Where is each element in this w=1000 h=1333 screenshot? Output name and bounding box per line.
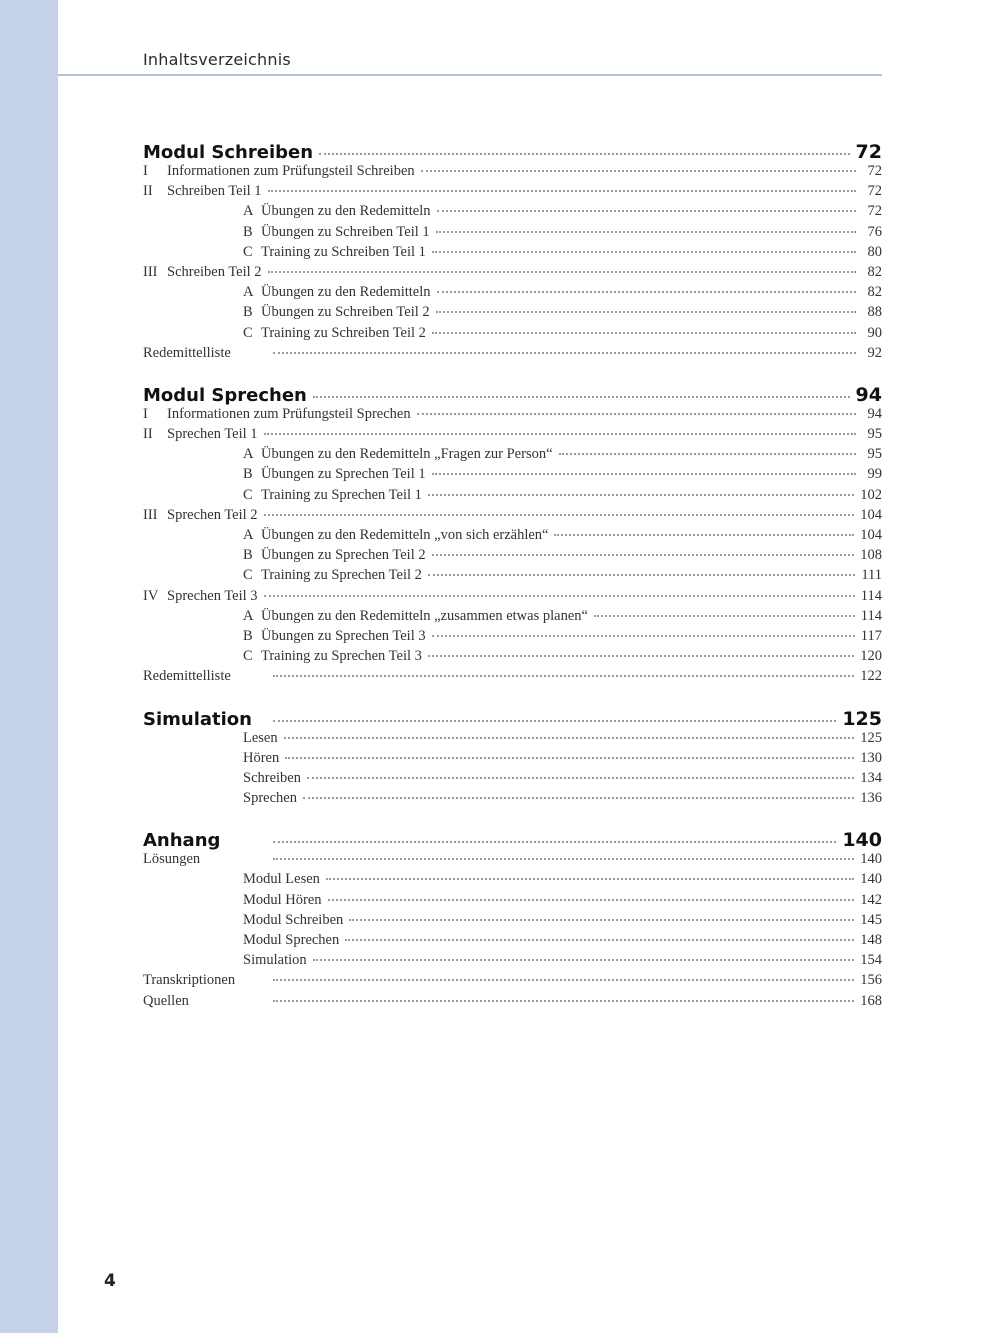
- dot-leader: [273, 1000, 854, 1002]
- toc-entry-page: 122: [860, 668, 882, 685]
- dot-leader: [421, 170, 856, 172]
- toc-subentry-letter: A: [243, 607, 254, 624]
- dot-leader: [273, 841, 836, 843]
- toc-subentry-page: 130: [860, 749, 882, 766]
- toc-entry[interactable]: [143, 851, 882, 871]
- toc-subentry[interactable]: [143, 203, 882, 223]
- toc-subentry[interactable]: [143, 446, 882, 466]
- toc-section-schreiben: [143, 141, 882, 365]
- toc-subentry-page: 111: [861, 567, 882, 584]
- dot-leader: [268, 271, 856, 273]
- toc-subentry[interactable]: [143, 892, 882, 912]
- toc-heading-page: 140: [842, 829, 882, 852]
- toc-entry-numeral: II: [143, 183, 153, 200]
- dot-leader: [432, 251, 856, 253]
- dot-leader: [428, 494, 854, 496]
- toc-subentry-label: Übungen zu den Redemitteln: [261, 203, 431, 220]
- toc-subentry[interactable]: [143, 952, 882, 972]
- toc-subentry-page: 145: [860, 911, 882, 928]
- toc-subentry-letter: B: [243, 627, 253, 644]
- toc-entry-label: Sprechen Teil 1: [167, 426, 258, 443]
- toc-section-simulation: [143, 708, 882, 811]
- dot-leader: [428, 574, 855, 576]
- toc-subentry-page: 95: [867, 446, 882, 463]
- toc-entry[interactable]: [143, 507, 882, 527]
- toc-subentry-label: Training zu Schreiben Teil 2: [261, 324, 426, 341]
- toc-subentry[interactable]: [143, 912, 882, 932]
- toc-subentry[interactable]: [143, 932, 882, 952]
- toc-subentry-page: 90: [867, 324, 882, 341]
- toc-heading-label: Modul Sprechen: [143, 384, 307, 406]
- toc-subentry[interactable]: [143, 871, 882, 891]
- toc-entry-label: Transkriptionen: [143, 972, 236, 989]
- dot-leader: [284, 737, 855, 739]
- dot-leader: [436, 231, 856, 233]
- toc-entry-page: 156: [860, 972, 882, 989]
- toc-subentry-page: 148: [860, 932, 882, 948]
- toc-subentry[interactable]: [143, 325, 882, 345]
- toc-heading-label: Modul Schreiben: [143, 142, 314, 163]
- toc-entry-label: Quellen: [143, 992, 189, 1009]
- toc-subentry[interactable]: [143, 284, 882, 304]
- toc-entry-numeral: II: [143, 426, 153, 443]
- page-header-title: Inhaltsverzeichnis: [143, 50, 291, 69]
- toc-subentry-label: Modul Lesen: [243, 871, 320, 888]
- toc-subentry-page: 136: [860, 790, 882, 807]
- dot-leader: [345, 939, 854, 941]
- toc-subentry-letter: C: [243, 567, 253, 584]
- toc-section-sprechen: [143, 384, 882, 689]
- dot-leader: [349, 919, 854, 921]
- toc-subentry-letter: C: [243, 648, 253, 665]
- toc-subentry-letter: A: [243, 284, 254, 301]
- toc-subentry-letter: C: [243, 324, 253, 341]
- dot-leader: [432, 473, 856, 475]
- toc-subentry[interactable]: [143, 224, 882, 244]
- dot-leader: [273, 675, 854, 677]
- toc-entry-page: 72: [867, 183, 882, 200]
- toc-subentry-page: 108: [860, 547, 882, 564]
- page-number: 4: [104, 1271, 116, 1291]
- toc-heading-label: Anhang: [143, 830, 221, 852]
- toc-section-heading[interactable]: [143, 141, 882, 163]
- toc-entry-numeral: I: [143, 405, 148, 422]
- dot-leader: [264, 595, 855, 597]
- toc-subentry-page: 99: [867, 466, 882, 483]
- toc-subentry-page: 114: [860, 607, 882, 624]
- dot-leader: [268, 190, 856, 192]
- toc-entry-page: 104: [860, 506, 882, 523]
- toc-section-heading[interactable]: [143, 829, 882, 851]
- toc-subentry[interactable]: [143, 304, 882, 324]
- toc-subentry[interactable]: [143, 770, 882, 790]
- toc-entry-numeral: I: [143, 163, 148, 179]
- toc-subentry-page: 72: [867, 203, 882, 220]
- dot-leader: [273, 720, 836, 722]
- dot-leader: [273, 352, 856, 354]
- dot-leader: [273, 979, 854, 981]
- toc-entry[interactable]: [143, 588, 882, 608]
- dot-leader: [437, 210, 856, 212]
- toc-subentry-label: Modul Sprechen: [243, 932, 340, 948]
- toc-heading-page: 94: [855, 383, 882, 406]
- dot-leader: [437, 291, 856, 293]
- toc-entry-page: 94: [867, 405, 882, 422]
- toc-subentry-page: 104: [860, 527, 882, 543]
- toc-subentry[interactable]: [143, 567, 882, 587]
- toc-entry-label: Redemittelliste: [143, 344, 231, 361]
- toc-entry-page: 82: [867, 263, 882, 280]
- toc-entry[interactable]: [143, 264, 882, 284]
- toc-subentry-page: 120: [860, 648, 882, 665]
- toc-subentry[interactable]: [143, 648, 882, 668]
- toc-entry-numeral: IV: [143, 587, 159, 604]
- toc-subentry-page: 76: [867, 223, 882, 240]
- toc-entry-numeral: III: [143, 506, 158, 523]
- toc-subentry-page: 125: [860, 729, 882, 746]
- toc-heading-page: 125: [842, 707, 882, 730]
- toc-subentry-letter: C: [243, 243, 253, 260]
- toc-subentry-label: Training zu Sprechen Teil 1: [261, 486, 422, 503]
- toc-subentry[interactable]: [143, 608, 882, 628]
- toc-subentry-label: Übungen zu den Redemitteln: [261, 284, 431, 301]
- toc-subentry-page: 140: [860, 871, 882, 888]
- toc-subentry[interactable]: [143, 466, 882, 486]
- toc-subentry-label: Übungen zu den Redemitteln „zusammen etwas planen“: [261, 607, 588, 624]
- toc-entry-numeral: III: [143, 263, 158, 280]
- toc-subentry[interactable]: [143, 730, 882, 750]
- toc-entry-label: Sprechen Teil 3: [167, 587, 258, 604]
- toc-subentry-letter: B: [243, 547, 253, 564]
- toc-subentry-page: 88: [867, 304, 882, 321]
- toc-entry-label: Sprechen Teil 2: [167, 506, 258, 523]
- toc-entry[interactable]: [143, 345, 882, 365]
- dot-leader: [326, 878, 854, 880]
- toc-entry-label: Informationen zum Prüfungsteil Schreiben: [167, 163, 415, 179]
- dot-leader: [273, 858, 854, 860]
- dot-leader: [313, 959, 855, 961]
- toc-subentry-page: 82: [867, 284, 882, 301]
- toc-subentry-label: Training zu Sprechen Teil 2: [261, 567, 422, 584]
- toc-subentry-page: 102: [860, 486, 882, 503]
- toc-subentry-label: Übungen zu Sprechen Teil 2: [261, 547, 426, 564]
- toc-subentry-letter: A: [243, 203, 254, 220]
- dot-leader: [436, 311, 856, 313]
- toc-subentry[interactable]: [143, 487, 882, 507]
- toc-subentry[interactable]: [143, 547, 882, 567]
- toc-subentry-label: Übungen zu Schreiben Teil 1: [261, 223, 430, 240]
- toc-subentry-letter: A: [243, 527, 254, 543]
- toc-entry[interactable]: [143, 993, 882, 1013]
- toc-heading-label: Simulation: [143, 708, 252, 730]
- toc-subentry[interactable]: [143, 750, 882, 770]
- toc-subentry-label: Training zu Schreiben Teil 1: [261, 243, 426, 260]
- toc-subentry-page: 80: [867, 243, 882, 260]
- dot-leader: [319, 153, 850, 155]
- toc-subentry-letter: B: [243, 304, 253, 321]
- toc-entry[interactable]: [143, 163, 882, 183]
- toc-section-heading[interactable]: [143, 384, 882, 406]
- toc-subentry-label: Übungen zu Schreiben Teil 2: [261, 304, 430, 321]
- toc-subentry-label: Lesen: [243, 729, 278, 746]
- toc-subentry-page: 117: [860, 627, 882, 644]
- dot-leader: [417, 413, 856, 415]
- toc-entry-page: 92: [867, 344, 882, 361]
- toc-entry-label: Informationen zum Prüfungsteil Sprechen: [167, 405, 411, 422]
- dot-leader: [328, 899, 855, 901]
- toc-entry-page: 95: [867, 426, 882, 443]
- toc-subentry-letter: B: [243, 223, 253, 240]
- toc-subentry[interactable]: [143, 244, 882, 264]
- toc-subentry-label: Übungen zu den Redemitteln „von sich erzählen“: [261, 527, 549, 543]
- dot-leader: [432, 554, 855, 556]
- side-color-bar: [0, 0, 58, 1333]
- toc-subentry[interactable]: [143, 790, 882, 810]
- toc-section-heading[interactable]: [143, 708, 882, 730]
- toc-subentry[interactable]: [143, 527, 882, 547]
- toc-entry-label: Redemittelliste: [143, 668, 231, 685]
- dot-leader: [594, 615, 855, 617]
- toc-subentry-label: Hören: [243, 749, 280, 766]
- dot-leader: [285, 757, 854, 759]
- dot-leader: [432, 635, 855, 637]
- toc-entry-page: 72: [867, 163, 882, 179]
- toc-subentry-letter: B: [243, 466, 253, 483]
- toc-subentry-page: 154: [860, 952, 882, 969]
- dot-leader: [264, 433, 856, 435]
- toc-subentry-label: Modul Schreiben: [243, 911, 344, 928]
- toc-subentry-page: 134: [860, 769, 882, 786]
- toc-entry-label: Schreiben Teil 1: [167, 183, 262, 200]
- toc-subentry-letter: A: [243, 446, 254, 463]
- table-of-contents: [143, 141, 882, 1032]
- toc-subentry-label: Übungen zu den Redemitteln „Fragen zur Person“: [261, 446, 553, 463]
- toc-subentry-label: Modul Hören: [243, 891, 322, 908]
- dot-leader: [303, 797, 854, 799]
- toc-entry[interactable]: [143, 406, 882, 426]
- dot-leader: [313, 396, 850, 398]
- toc-subentry-letter: C: [243, 486, 253, 503]
- toc-subentry-label: Übungen zu Sprechen Teil 3: [261, 627, 426, 644]
- toc-subentry-label: Simulation: [243, 952, 307, 969]
- dot-leader: [559, 453, 856, 455]
- dot-leader: [432, 332, 856, 334]
- toc-subentry-label: Training zu Sprechen Teil 3: [261, 648, 422, 665]
- toc-entry[interactable]: [143, 426, 882, 446]
- toc-subentry-label: Sprechen: [243, 790, 297, 807]
- toc-entry-page: 168: [860, 992, 882, 1009]
- toc-heading-page: 72: [855, 141, 882, 163]
- dot-leader: [554, 534, 854, 536]
- toc-subentry[interactable]: [143, 628, 882, 648]
- dot-leader: [428, 655, 854, 657]
- toc-entry-label: Schreiben Teil 2: [167, 263, 262, 280]
- toc-entry[interactable]: [143, 972, 882, 992]
- dot-leader: [307, 777, 854, 779]
- header-rule: [58, 74, 882, 76]
- toc-entry[interactable]: [143, 183, 882, 203]
- toc-subentry-page: 142: [860, 891, 882, 908]
- toc-entry-page: 140: [860, 851, 882, 868]
- toc-entry-label: Lösungen: [143, 851, 201, 868]
- toc-subentry-label: Übungen zu Sprechen Teil 1: [261, 466, 426, 483]
- toc-subentry-label: Schreiben: [243, 769, 301, 786]
- toc-section-anhang: [143, 829, 882, 1013]
- toc-entry[interactable]: [143, 668, 882, 688]
- toc-entry-page: 114: [860, 587, 882, 604]
- dot-leader: [264, 514, 855, 516]
